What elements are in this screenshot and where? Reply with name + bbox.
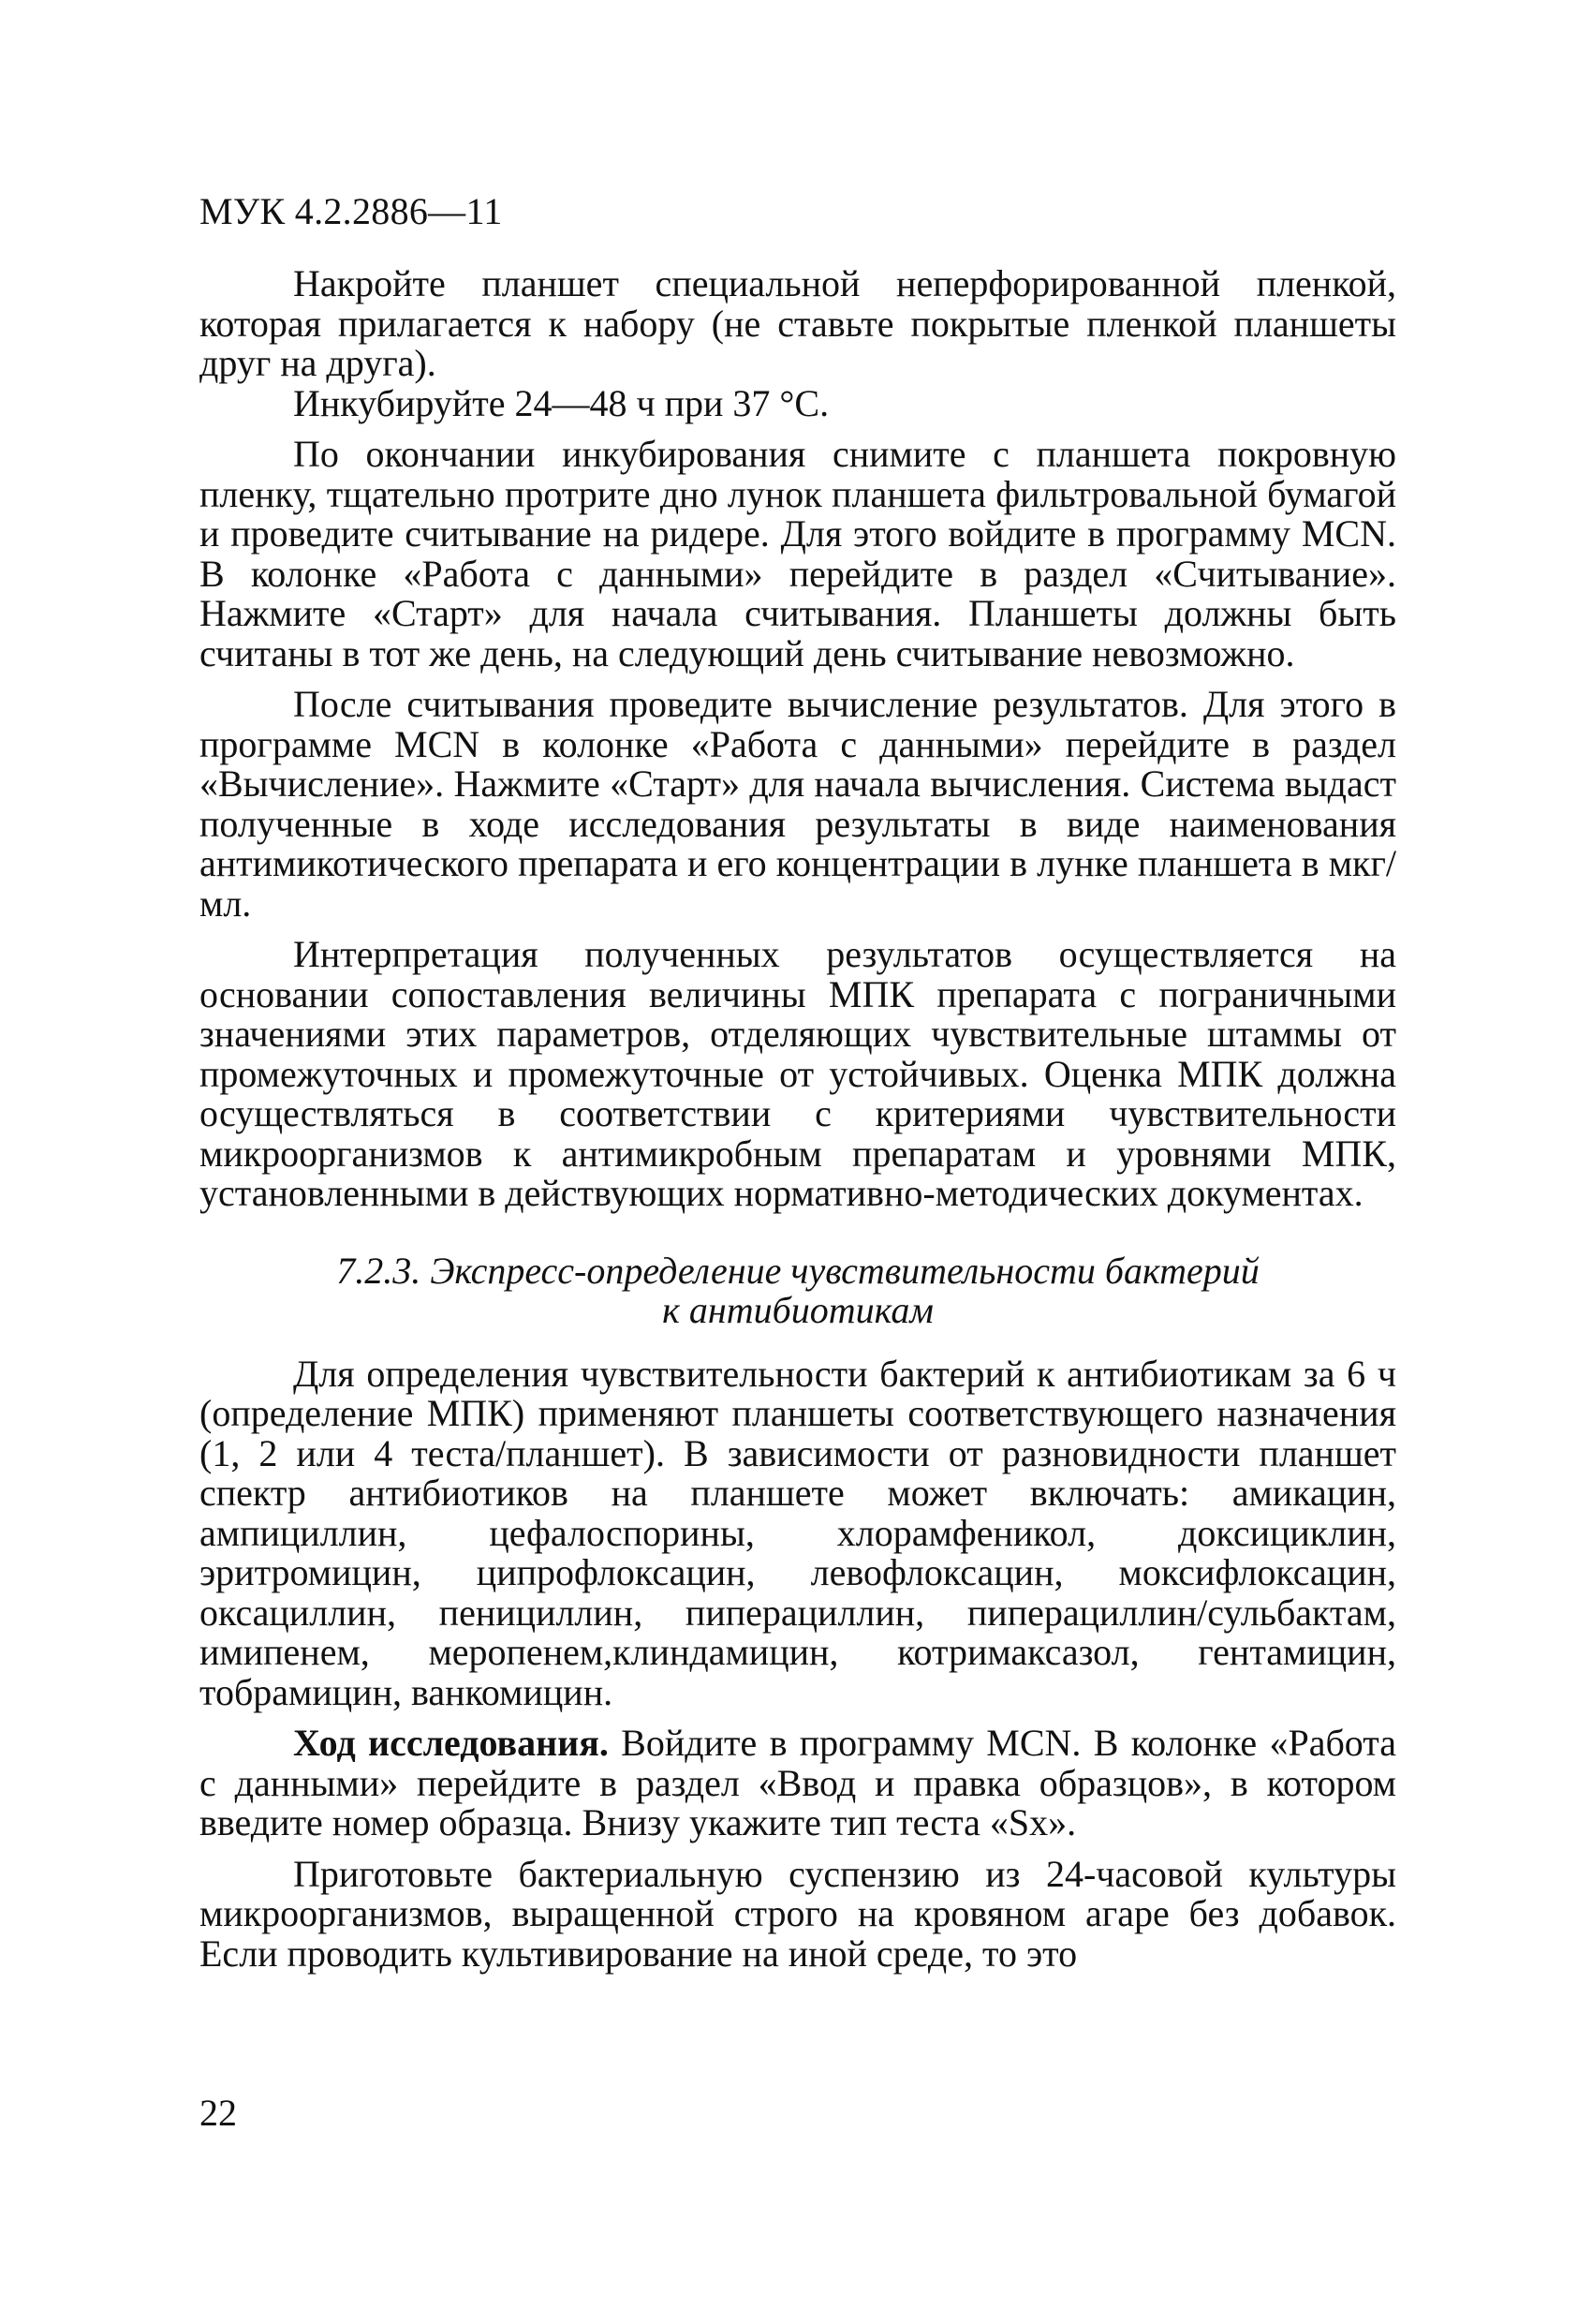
paragraph-reading: По окончании инкубирования снимите с планшета покровную пленку, тщательно протрите дно лунок планшета фильтровальной бумагой и проведите считывание на ридере. Для этого войдите в программу MCN. В колонке «Работа с данными» перейдите в раздел «Считывание». Нажмите «Старт» для начала считывания. Планшеты должны быть считаны в тот же день, на следующий день считывание невозможно. bbox=[199, 433, 1396, 674]
page-body bbox=[199, 264, 1396, 1974]
procedure-text: Войдите в программу MCN. В колонке «Работа с данными» перейдите в раздел «Ввод и правка образцов», в котором введите номер образца. Внизу укажите тип теста «Sx». bbox=[199, 1722, 1396, 1843]
paragraph-antibiotics-list: Для определения чувствительности бактерий к антибиотикам за 6 ч (определение МПК) применяют планшеты соответствующего назначения (1, 2 или 4 теста/планшет). В зависимости от разновидности планшет спектр антибиотиков на планшете может включать: амикацин, ампициллин, цефалоспорины, хлорамфеникол, доксициклин, эритромицин, ципрофлоксацин, левофлоксацин, моксифлоксацин, оксациллин, пенициллин, пиперациллин, пиперациллин/сульбактам, имипенем, меропенем,клиндамицин, котримаксазол, гентамицин, тобрамицин, ванкомицин. bbox=[199, 1352, 1396, 1713]
page-number: 22 bbox=[199, 2092, 237, 2134]
section-heading-line-2: к антибиотикам bbox=[662, 1288, 934, 1331]
paragraph-incubate: Инкубируйте 24—48 ч при 37 °С. bbox=[293, 381, 830, 424]
section-heading bbox=[199, 1251, 1396, 1330]
paragraph-suspension: Приготовьте бактериальную суспензию из 24-часовой культуры микроорганизмов, выращенной строго на кровяном агаре без добавок. Если проводить культивирование на иной среде, то это bbox=[199, 1852, 1396, 1975]
section-heading-line-1: 7.2.3. Экспресс-определение чувствительности бактерий bbox=[336, 1249, 1260, 1292]
procedure-lead: Ход исследования. bbox=[293, 1722, 609, 1764]
document-code-header: МУК 4.2.2886—11 bbox=[199, 190, 503, 232]
paragraph-cover-plate: Накройте планшет специальной неперфорированной пленкой, которая прилагается к набору (не ставьте покрытые пленкой планшеты друг на друга). bbox=[199, 262, 1396, 384]
paragraph-procedure bbox=[199, 1724, 1396, 1843]
paragraph-interpretation: Интерпретация полученных результатов осуществляется на основании сопоставления величины МПК препарата с пограничными значениями этих параметров, отделяющих чувствительные штаммы от промежуточных и промежуточные от устойчивых. Оценка МПК должна осуществляться в соответствии с критериями чувствительности микроорганизмов к антимикробным препаратам и уровнями МПК, установленными в действующих нормативно-методических документах. bbox=[199, 933, 1396, 1214]
paragraph-calculation: После считывания проведите вычисление результатов. Для этого в программе MCN в колонке «Работа с данными» перейдите в раздел «Вычисление». Нажмите «Старт» для начала вычисления. Система выдаст полученные в ходе исследования результаты в виде наименования антимикотического препарата и его концентрации в лунке планшета в мкг/мл. bbox=[199, 683, 1396, 925]
